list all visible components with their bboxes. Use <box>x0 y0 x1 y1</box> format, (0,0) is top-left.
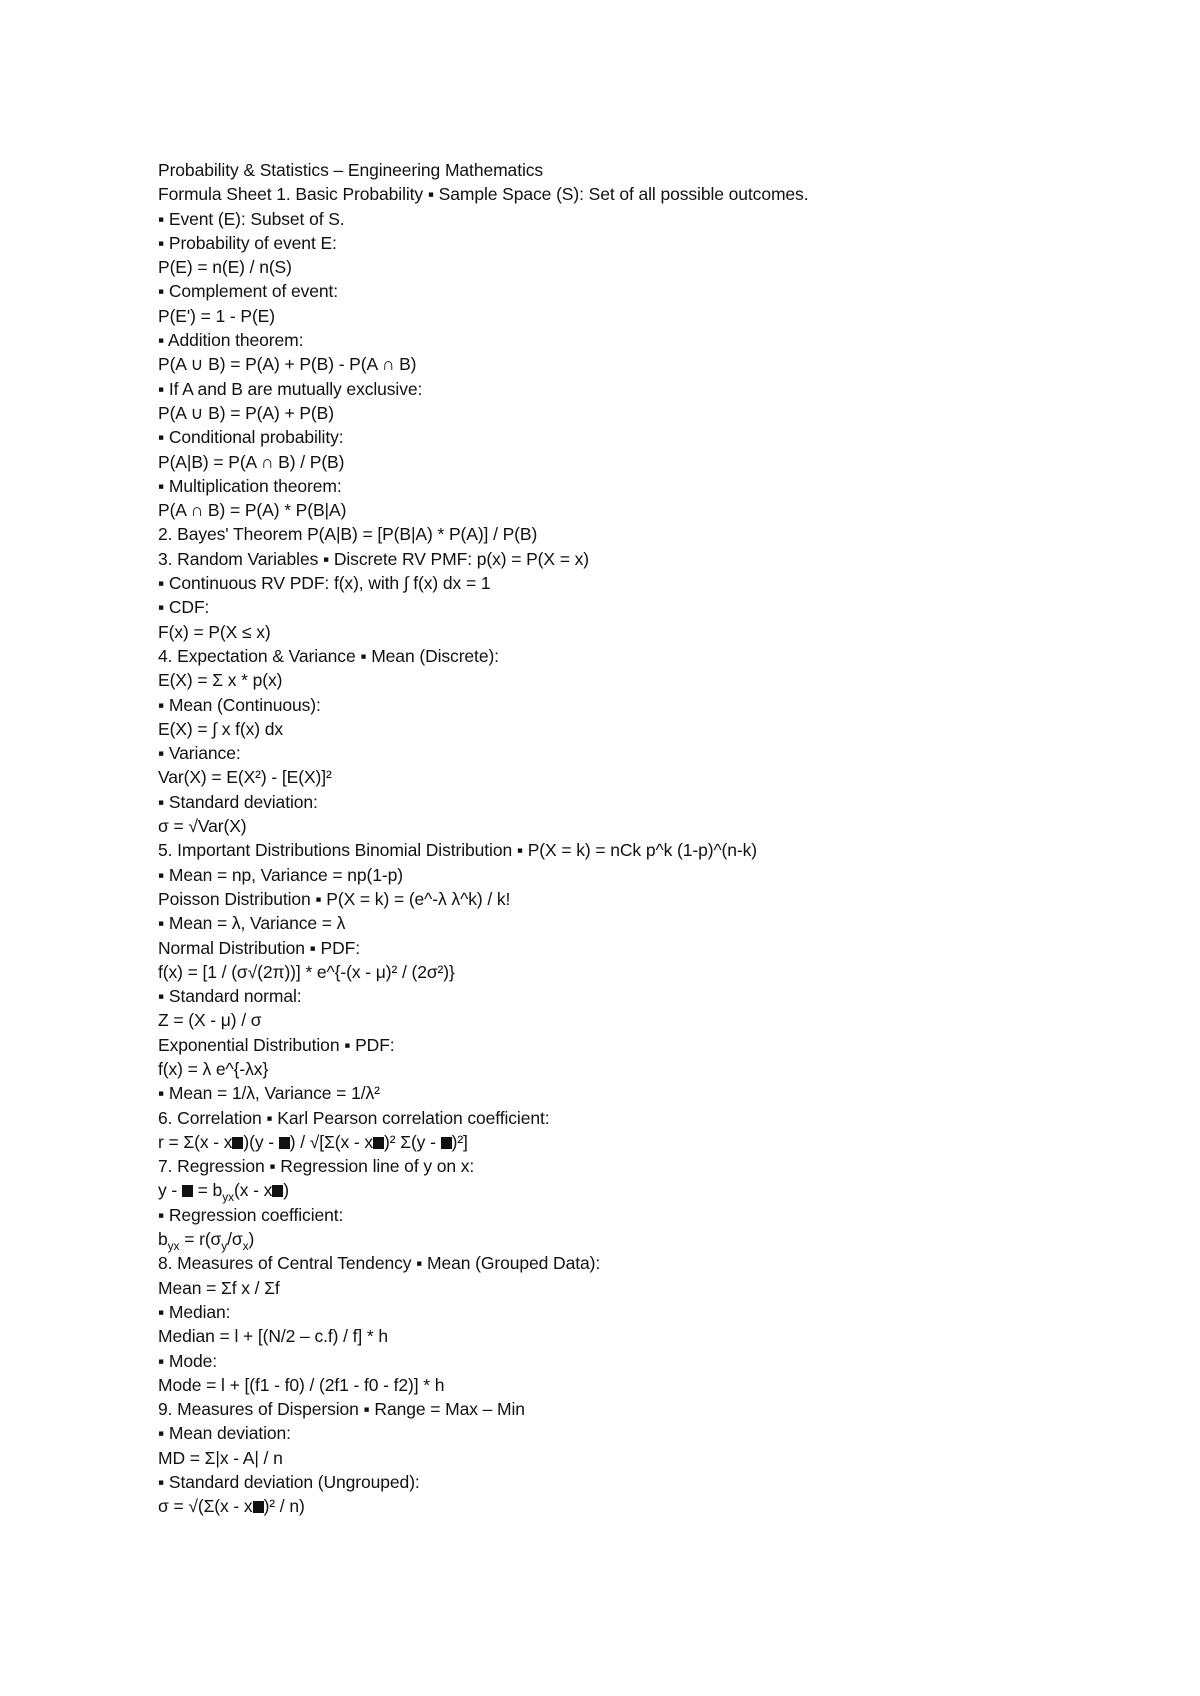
text-line: 8. Measures of Central Tendency ▪ Mean (Grouped Data): <box>158 1253 601 1274</box>
text-line: ▪ Conditional probability: <box>158 427 344 448</box>
text-line: ▪ Continuous RV PDF: f(x), with ∫ f(x) dx = 1 <box>158 573 491 594</box>
text-line: f(x) = [1 / (σ√(2π))] * e^{-(x - μ)² / (2σ²)} <box>158 961 455 982</box>
text-line: ▪ Mean = np, Variance = np(1-p) <box>158 864 404 885</box>
text-line: ▪ Multiplication theorem: <box>158 475 342 496</box>
text-line: ▪ Mode: <box>158 1350 218 1371</box>
text-line: $b_{yx} = r(\sigma_y/\sigma_x)$ <box>158 1229 255 1254</box>
text-line: ▪ Variance: <box>158 743 241 764</box>
text-line: P(E') = 1 - P(E) <box>158 305 275 326</box>
text-line: 6. Correlation ▪ Karl Pearson correlation coefficient: <box>158 1107 550 1128</box>
text-line: ▪ Regression coefficient: <box>158 1204 344 1225</box>
text-line: E(X) = ∫ x f(x) dx <box>158 718 284 739</box>
text-line: Formula Sheet 1. Basic Probability ▪ Sample Space (S): Set of all possible outcomes. <box>158 184 809 205</box>
text-line: Exponential Distribution ▪ PDF: <box>158 1034 395 1055</box>
text-line: Poisson Distribution ▪ P(X = k) = (e^-λ λ^k) / k! <box>158 888 511 909</box>
text-line: σ = √Var(X) <box>158 816 247 837</box>
text-line: P(A ∪ B) = P(A) + P(B) <box>158 402 334 423</box>
text-line: ▪ Addition theorem: <box>158 330 304 351</box>
text-line: 4. Expectation & Variance ▪ Mean (Discrete): <box>158 645 499 666</box>
formula-sheet-text <box>158 158 1138 1519</box>
text-line: y - = $b_{yx}(x$ - x ) <box>158 1180 290 1205</box>
text-line: ▪ Mean deviation: <box>158 1423 291 1444</box>
text-line: ▪ Median: <box>158 1301 231 1322</box>
text-line: Mode = l + [(f1 - f0) / (2f1 - f0 - f2)] * h <box>158 1374 445 1395</box>
text-line: 2. Bayes' Theorem P(A|B) = [P(B|A) * P(A)] / P(B) <box>158 524 538 545</box>
text-line: Median = l + [(N/2 – c.f) / f] * h <box>158 1326 389 1347</box>
text-line: f(x) = λ e^{-λx} <box>158 1058 269 1079</box>
text-line: 3. Random Variables ▪ Discrete RV PMF: p(x) = P(X = x) <box>158 548 589 569</box>
text-line: ▪ Standard normal: <box>158 986 302 1007</box>
text-line: ▪ CDF: <box>158 597 210 618</box>
text-line: Normal Distribution ▪ PDF: <box>158 937 360 958</box>
text-line: MD = Σ|x - A| / n <box>158 1447 283 1468</box>
text-line: P(A ∩ B) = P(A) * P(B|A) <box>158 500 347 521</box>
text-line: ▪ Probability of event E: <box>158 232 337 253</box>
text-line: ▪ If A and B are mutually exclusive: <box>158 378 423 399</box>
text-line: P(A|B) = P(A ∩ B) / P(B) <box>158 451 345 472</box>
text-line: Var(X) = E(X²) - [E(X)]² <box>158 767 332 788</box>
text-line: r = Σ(x - x )(y - ) / √[Σ(x - x )² Σ(y - )²] <box>158 1131 468 1152</box>
document-title: Probability & Statistics – Engineering Mathematics <box>158 160 544 180</box>
text-line: 5. Important Distributions Binomial Distribution ▪ P(X = k) = nCk p^k (1-p)^(n-k) <box>158 840 758 861</box>
text-line: P(A ∪ B) = P(A) + P(B) - P(A ∩ B) <box>158 354 417 375</box>
text-line: ▪ Standard deviation (Ungrouped): <box>158 1472 420 1493</box>
text-line: Z = (X - μ) / σ <box>158 1010 262 1031</box>
text-line: F(x) = P(X ≤ x) <box>158 621 271 642</box>
text-line: 7. Regression ▪ Regression line of y on x: <box>158 1156 475 1177</box>
text-line: ▪ Mean (Continuous): <box>158 694 321 715</box>
text-line: σ = √(Σ(x - x )² / n) <box>158 1496 305 1517</box>
text-line: ▪ Standard deviation: <box>158 791 318 812</box>
text-line: 9. Measures of Dispersion ▪ Range = Max – Min <box>158 1399 525 1420</box>
text-line: ▪ Mean = λ, Variance = λ <box>158 913 346 934</box>
text-line: E(X) = Σ x * p(x) <box>158 670 283 691</box>
text-line: Mean = Σf x / Σf <box>158 1277 280 1298</box>
text-line: ▪ Mean = 1/λ, Variance = 1/λ² <box>158 1083 380 1104</box>
text-line: P(E) = n(E) / n(S) <box>158 257 292 278</box>
text-line: ▪ Complement of event: <box>158 281 339 302</box>
text-line: ▪ Event (E): Subset of S. <box>158 208 345 229</box>
